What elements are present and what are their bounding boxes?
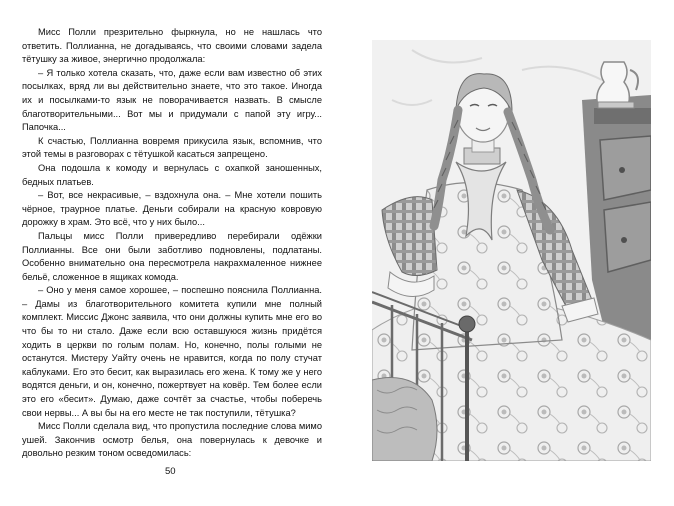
- illustration-girl-with-braids: [372, 40, 651, 461]
- paragraph: Она подошла к комоду и вернулась с охапкой заношенных, бедных платьев.: [22, 162, 322, 187]
- illustration-drawing: [372, 40, 651, 461]
- paragraph: Мисс Полли презрительно фыркнула, но не нашлась что ответить. Поллианна, не догадываясь, что своими словами задела тётушку за живое, энергично продолжала:: [22, 27, 322, 65]
- page-number: 50: [165, 466, 176, 477]
- paragraph: К счастью, Поллианна вовремя прикусила язык, вспомнив, что этой темы в разговорах с тётушкой касаться запрещено.: [22, 135, 322, 160]
- paragraph: Мисс Полли сделала вид, что пропустила последние слова мимо ушей. Закончив осмотр белья, она повернулась к девочке и довольно резким тоном осведомилась:: [22, 421, 322, 459]
- paragraph: – Я только хотела сказать, что, даже если вам известно об этих посылках, вряд ли вы действительно знаете, что это такое. Иногда их и посылками-то язык не поворачивается назвать. В смысле благотворительными... Вот мы и придумали с папой эту игру... Папочка...: [22, 67, 322, 133]
- paragraph: Пальцы мисс Полли привередливо перебирали одёжки Поллианны. Все они были заботливо подновлены, подлатаны. Особенно внимательно она пересмотрела накрахмаленное нижнее бельё, сложенное в ящиках комода.: [22, 230, 322, 282]
- text-page: [22, 26, 322, 461]
- paragraph: – Оно у меня самое хорошее, – поспешно пояснила Поллианна. – Дамы из благотворительного комитета купили мне полный комплект. Миссис Джонс заявила, что они должны купить мне его во что бы то ни стало. Даже если всю оставшуюся жизнь придётся ходить в церкви по голым полам. Но, конечно, полы голыми не останутся. Мистеру Уайту очень не нравится, когда по полу стучат каблуками. Его это бесит, как выразилась его жена. К тому же у него водятся деньги, и он, конечно, пожертвует на ковёр. Тем более если это его «бесит». Думаю, даже сочтёт за счастье, чтобы поберечь свои нервы... А вы бы на его месте не так поступили, тётушка?: [22, 285, 322, 418]
- paragraph: – Вот, все некрасивые, – вздохнула она. – Мне хотели пошить чёрное, траурное платье. Деньги собирали на красную ковровую дорожку в храм. Это всё, что у них было...: [22, 190, 322, 228]
